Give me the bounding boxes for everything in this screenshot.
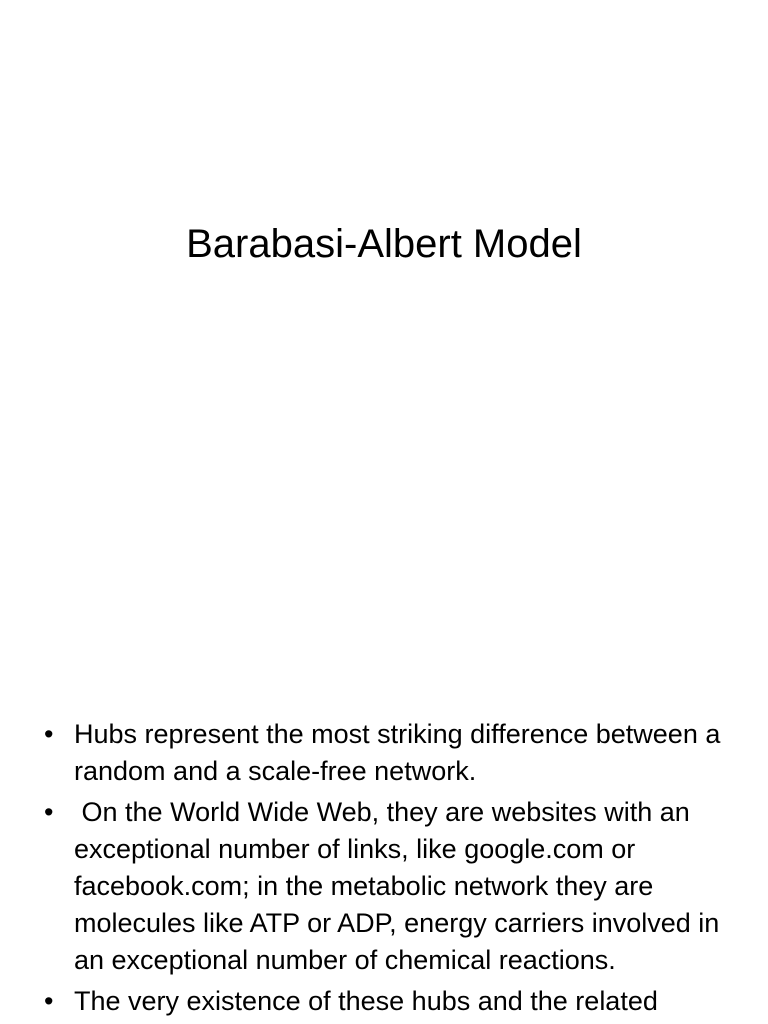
bullet-text-3: The very existence of these hubs and the related xyxy=(74,986,658,1016)
bullet-marker: • xyxy=(44,986,54,1016)
bullet-item-2 xyxy=(44,794,734,979)
bullet-text-2: On the World Wide Web, they are websites with an exceptional number of links, like google.com or facebook.com; in the metabolic network they are molecules like ATP or ADP, energy carriers involved in an exceptional number of chemical reactions. xyxy=(74,797,727,975)
slide-title: Barabasi-Albert Model xyxy=(186,222,582,266)
bullet-text-1: Hubs represent the most striking difference between a random and a scale-free network. xyxy=(74,719,721,786)
bullet-item-3 xyxy=(44,983,734,1020)
bullet-item-1 xyxy=(44,716,734,790)
bullet-marker: • xyxy=(44,797,54,827)
bullet-list xyxy=(44,716,734,1024)
bullet-marker: • xyxy=(44,719,54,749)
